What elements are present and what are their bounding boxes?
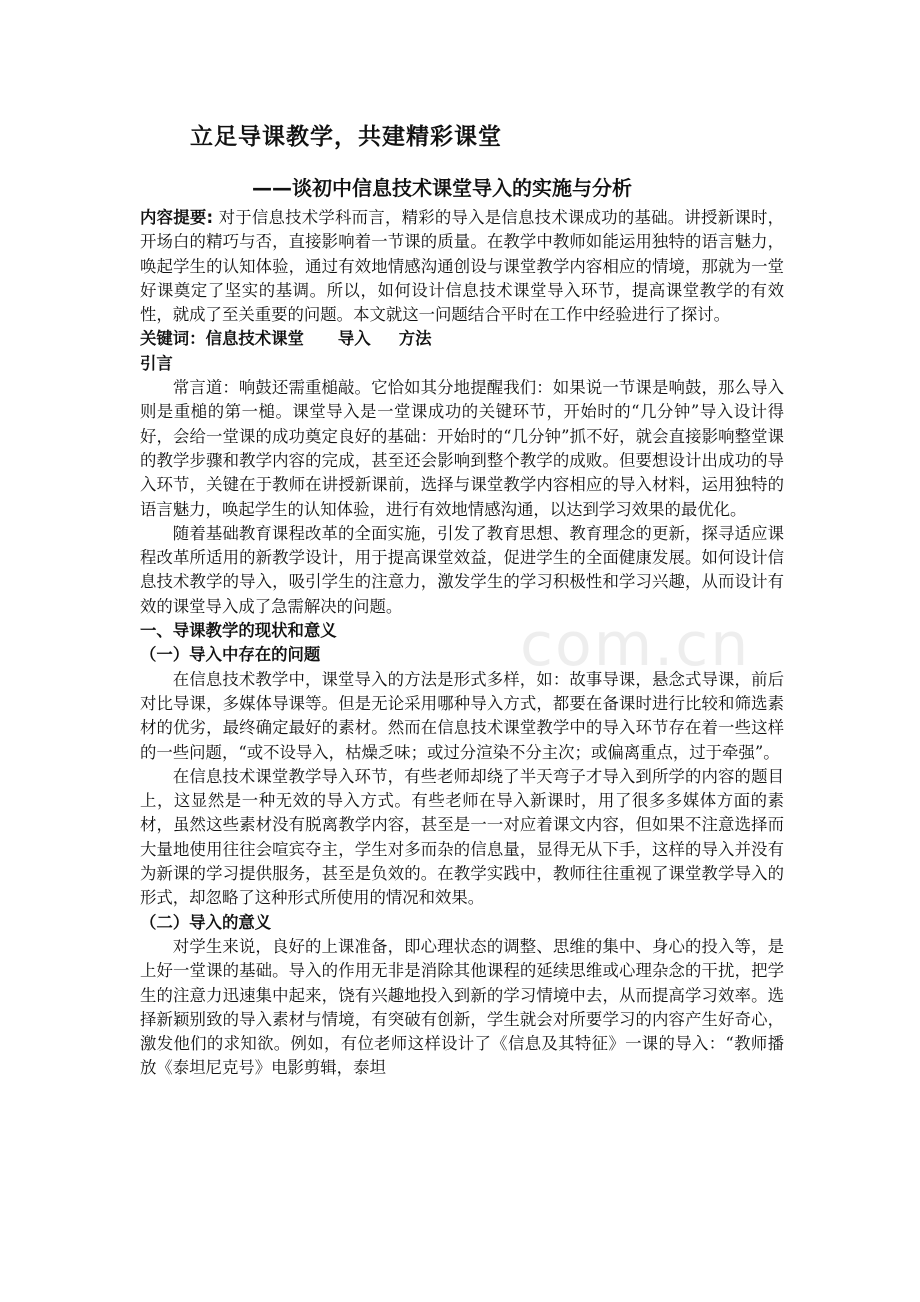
document-subtitle: ——谈初中信息技术课堂导入的实施与分析 [252, 176, 632, 200]
subsection-heading: （一）导入中存在的问题 [140, 645, 321, 665]
watermark: com.cn [520, 610, 751, 680]
paragraph: 对学生来说，良好的上课准备，即心理状态的调整、思维的集中、身心的投入等，是上好一堂课的基础。导入的作用无非是消除其他课程的延续思维或心理杂念的干扰，把学生的注意力迅速集中起来，饶有兴趣地投入到新的学习情境中去，从而提高学习效率。选择新颖别致的导入素材与情境，有突破有创新，学生就会对所要学习的内容产生好奇心，激发他们的求知欲。例如，有位老师这样设计了《信息及其特征》一课的导入：“教师播放《泰坦尼克号》电影剪辑，泰坦 [140, 936, 784, 1078]
keyword-item: 信息技术课堂 [205, 329, 304, 349]
section-heading: 一、导课教学的现状和意义 [140, 621, 337, 641]
abstract [140, 206, 784, 327]
document-title: 立足导课教学，共建精彩课堂 [190, 124, 502, 150]
keyword-item: 导入 [337, 329, 371, 349]
subsection-heading: （二）导入的意义 [140, 912, 272, 932]
keyword-item: 方法 [398, 329, 432, 349]
abstract-label: 内容提要: [140, 208, 214, 227]
paragraph: 常言道：响鼓还需重槌敲。它恰如其分地提醒我们：如果说一节课是响鼓，那么导入则是重槌的第一槌。课堂导入是一堂课成功的关键环节，开始时的“几分钟”导入设计得好，会给一堂课的成功奠定良好的基础：开始时的“几分钟”抓不好，就会直接影响整堂课的教学步骤和教学内容的完成，甚至还会影响到整个教学的成败。但要想设计出成功的导入环节，关键在于教师在讲授新课前，选择与课堂教学内容相应的导入材料，运用独特的语言魅力，唤起学生的认知体验，进行有效地情感沟通，以达到学习效果的最优化。 [140, 378, 784, 519]
paragraph: 在信息技术课堂教学导入环节，有些老师却绕了半天弯子才导入到所学的内容的题目上，这显然是一种无效的导入方式。有些老师在导入新课时，用了很多多媒体方面的素材，虽然这些素材没有脱离教学内容，甚至是一一对应着课文内容，但如果不注意选择而大量地使用往往会喧宾夺主，学生对多而杂的信息量，显得无从下手，这样的导入并没有为新课的学习提供服务，甚至是负效的。在教学实践中，教师往往重视了课堂教学导入的形式，却忽略了这种形式所使用的情况和效果。 [140, 766, 784, 908]
paragraph: 在信息技术教学中，课堂导入的方法是形式多样，如：故事导课，悬念式导课，前后对比导课，多媒体导课等。但是无论采用哪种导入方式，都要在备课时进行比较和筛选素材的优劣，最终确定最好的素材。然而在信息技术课堂教学中的导入环节存在着一些这样的一些问题，“或不设导入，枯燥乏味；或过分渲染不分主次；或偏离重点，过于牵强”。 [140, 669, 784, 762]
abstract-text: 对于信息技术学科而言，精彩的导入是信息技术课成功的基础。讲授新课时，开场白的精巧与否，直接影响着一节课的质量。在教学中教师如能运用独特的语言魅力，唤起学生的认知体验，通过有效地情感沟通创设与课堂教学内容相应的情境，那就为一堂好课奠定了坚实的基调。所以，如何设计信息技术课堂导入环节，提高课堂教学的有效性，就成了至关重要的问题。本文就这一问题结合平时在工作中经验进行了探讨。 [140, 208, 784, 325]
keywords-line [140, 327, 784, 351]
paragraph: 随着基础教育课程改革的全面实施，引发了教育思想、教育理念的更新，探寻适应课程改革所适用的新教学设计，用于提高课堂效益，促进学生的全面健康发展。如何设计信息技术教学的导入，吸引学生的注意力，激发学生的学习积极性和学习兴趣，从而设计有效的课堂导入成了急需解决的问题。 [140, 523, 784, 616]
intro-heading: 引言 [140, 353, 173, 373]
document-body [140, 206, 784, 1081]
keywords-label: 关键词： [140, 329, 206, 349]
